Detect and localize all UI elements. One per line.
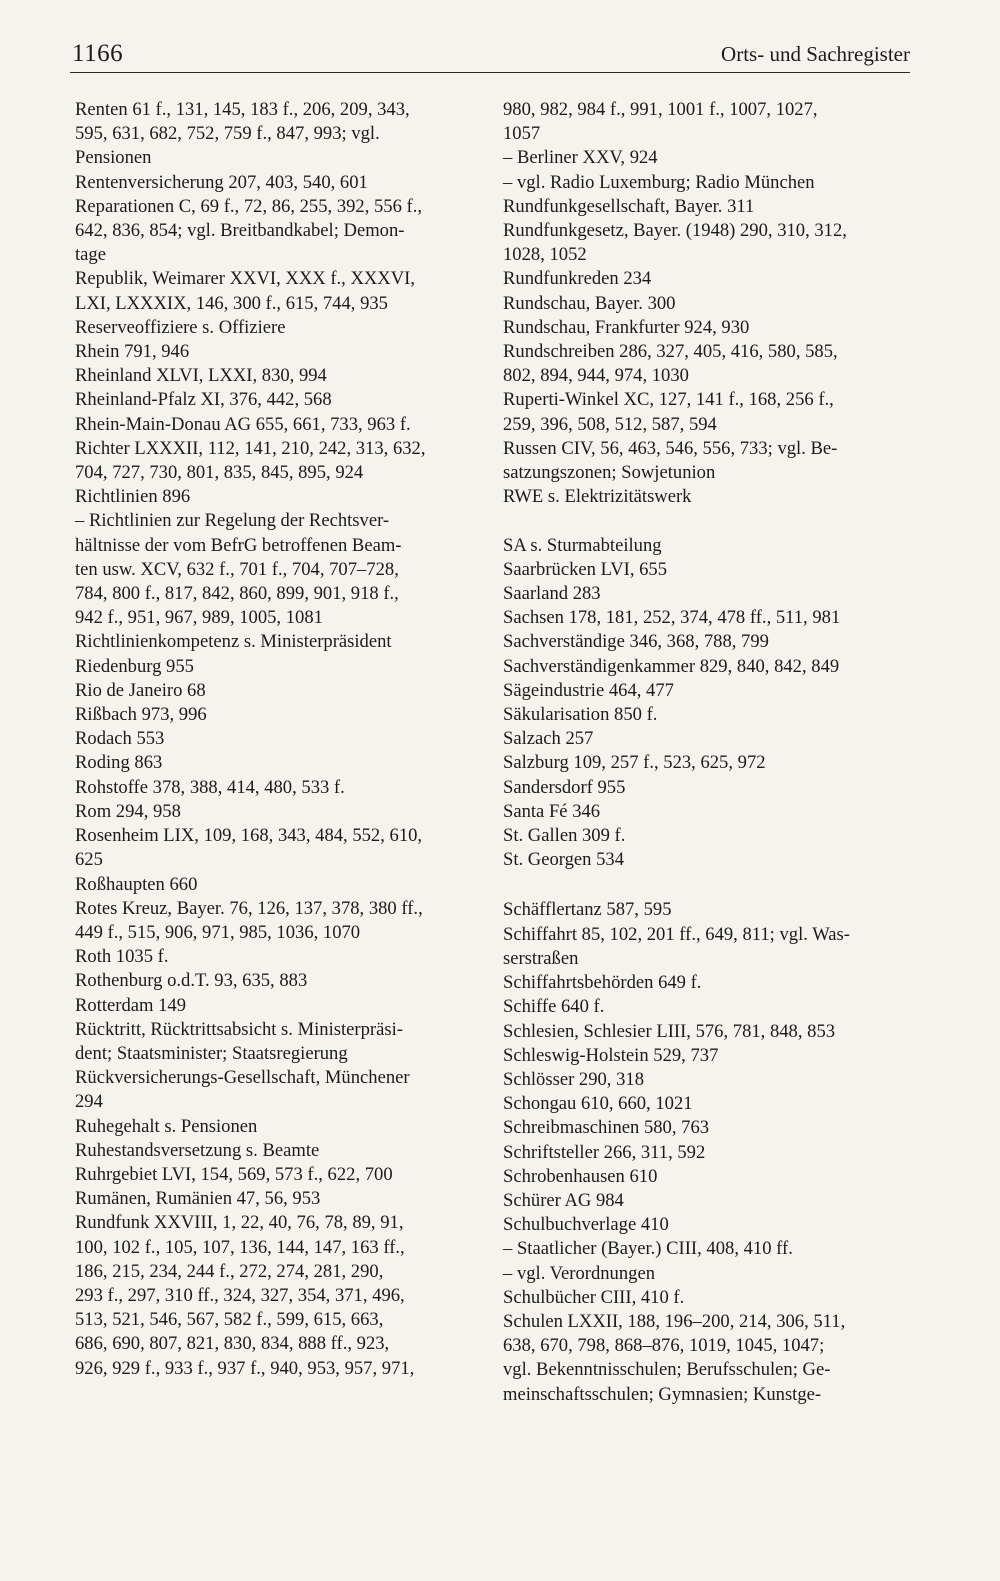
index-entry-line: 100, 102 f., 105, 107, 136, 144, 147, 163 ff., bbox=[75, 1236, 405, 1258]
index-entry-line: Republik, Weimarer XXVI, XXX f., XXXVI, bbox=[75, 268, 416, 290]
index-entry-line: tage bbox=[75, 244, 106, 266]
index-entry-line: Schiffe 640 f. bbox=[503, 996, 605, 1018]
index-entry-line: RWE s. Elektrizitätswerk bbox=[503, 486, 692, 508]
index-entry bbox=[503, 437, 913, 485]
index-entry-line: Salzburg 109, 257 f., 523, 625, 972 bbox=[503, 752, 766, 774]
index-entry bbox=[75, 994, 480, 1018]
index-entry bbox=[75, 388, 480, 412]
index-entry bbox=[75, 897, 480, 945]
index-entry-line: Schulbücher CIII, 410 f. bbox=[503, 1286, 685, 1308]
index-entry-line: 686, 690, 807, 821, 830, 834, 888 ff., 923, bbox=[75, 1333, 390, 1355]
index-entry bbox=[503, 1165, 913, 1189]
index-entry bbox=[75, 316, 480, 340]
index-entry-line: Santa Fé 346 bbox=[503, 800, 601, 822]
index-entry-line: Rundfunk XXVIII, 1, 22, 40, 76, 78, 89, 91, bbox=[75, 1212, 404, 1234]
index-entry-line: Rheinland-Pfalz XI, 376, 442, 568 bbox=[75, 389, 332, 411]
index-entry bbox=[75, 824, 480, 872]
index-entry bbox=[503, 703, 913, 727]
index-entry bbox=[503, 534, 913, 558]
index-entry-line: Schulbuchverlage 410 bbox=[503, 1214, 669, 1236]
index-entry bbox=[75, 1163, 480, 1187]
page-number: 1166 bbox=[72, 40, 124, 67]
index-entry-line: 1028, 1052 bbox=[503, 244, 587, 266]
index-entry bbox=[503, 630, 913, 654]
page-header bbox=[70, 34, 910, 74]
index-entry bbox=[75, 776, 480, 800]
index-entry-line: SA s. Sturmabteilung bbox=[503, 534, 662, 556]
index-entry-line: Schriftsteller 266, 311, 592 bbox=[503, 1141, 706, 1163]
index-entry-line: Rentenversicherung 207, 403, 540, 601 bbox=[75, 171, 368, 193]
index-entry bbox=[503, 219, 913, 267]
index-entry bbox=[503, 727, 913, 751]
index-entry bbox=[75, 98, 480, 171]
index-entry bbox=[75, 1211, 480, 1380]
index-entry bbox=[503, 776, 913, 800]
index-entry-line: 1057 bbox=[503, 123, 541, 145]
index-entry bbox=[503, 267, 913, 291]
index-entry-line: Rothenburg o.d.T. 93, 635, 883 bbox=[75, 970, 308, 992]
index-column-left bbox=[75, 98, 480, 1381]
index-entry-line: Rhein 791, 946 bbox=[75, 341, 190, 363]
index-entry-line: Schürer AG 984 bbox=[503, 1189, 624, 1211]
index-entry bbox=[503, 848, 913, 872]
index-entry bbox=[75, 1066, 480, 1114]
index-entry-line: Rosenheim LIX, 109, 168, 343, 484, 552, 610, bbox=[75, 825, 423, 847]
index-entry-line: Rodach 553 bbox=[75, 728, 165, 750]
index-entry bbox=[75, 485, 480, 509]
index-entry-line: Rundfunkgesetz, Bayer. (1948) 290, 310, 312, bbox=[503, 220, 847, 242]
index-entry bbox=[75, 679, 480, 703]
index-entry-line: Russen CIV, 56, 463, 546, 556, 733; vgl. Be- bbox=[503, 437, 838, 459]
index-entry-line: Schleswig-Holstein 529, 737 bbox=[503, 1044, 719, 1066]
index-entry-line: 625 bbox=[75, 849, 103, 871]
index-entry-line: 186, 215, 234, 244 f., 272, 274, 281, 290, bbox=[75, 1260, 384, 1282]
index-entry-line: Schiffahrt 85, 102, 201 ff., 649, 811; vgl. Was- bbox=[503, 923, 850, 945]
index-entry-line: Reserveoffiziere s. Offiziere bbox=[75, 316, 286, 338]
index-entry-line: 784, 800 f., 817, 842, 860, 899, 901, 918 f., bbox=[75, 583, 399, 605]
index-entry bbox=[75, 1187, 480, 1211]
index-entry-line: Rundschau, Frankfurter 924, 930 bbox=[503, 316, 750, 338]
index-entry-line: Schiffahrtsbehörden 649 f. bbox=[503, 972, 702, 994]
index-entry-line: Rotes Kreuz, Bayer. 76, 126, 137, 378, 380 ff., bbox=[75, 897, 423, 919]
index-entry-line: Säkularisation 850 f. bbox=[503, 704, 658, 726]
index-entry bbox=[503, 971, 913, 995]
index-entry-line: LXI, LXXXIX, 146, 300 f., 615, 744, 935 bbox=[75, 292, 388, 314]
header-rule bbox=[70, 72, 910, 73]
index-entry-line: Rom 294, 958 bbox=[75, 800, 181, 822]
index-entry-line: Schlösser 290, 318 bbox=[503, 1068, 644, 1090]
letter-gap bbox=[503, 509, 913, 533]
index-entry bbox=[503, 1020, 913, 1044]
index-entry-line: 926, 929 f., 933 f., 937 f., 940, 953, 957, 971, bbox=[75, 1357, 415, 1379]
index-entry bbox=[503, 1310, 913, 1407]
index-entry bbox=[503, 582, 913, 606]
index-entry-line: Rumänen, Rumänien 47, 56, 953 bbox=[75, 1188, 321, 1210]
index-entry-line: 638, 670, 798, 868–876, 1019, 1045, 1047; bbox=[503, 1335, 825, 1357]
index-entry bbox=[75, 969, 480, 993]
index-entry bbox=[75, 364, 480, 388]
index-entry-line: St. Georgen 534 bbox=[503, 849, 625, 871]
index-entry bbox=[75, 340, 480, 364]
index-entry-line: serstraßen bbox=[503, 947, 579, 969]
index-entry-line: vgl. Bekenntnisschulen; Berufsschulen; Ge- bbox=[503, 1359, 831, 1381]
index-entry-line: hältnisse der vom BefrG betroffenen Beam- bbox=[75, 534, 402, 556]
index-entry bbox=[503, 1237, 913, 1261]
index-entry-line: Roth 1035 f. bbox=[75, 946, 169, 968]
index-entry-line: Reparationen C, 69 f., 72, 86, 255, 392, 556 f., bbox=[75, 195, 423, 217]
index-entry-line: 704, 727, 730, 801, 835, 845, 895, 924 bbox=[75, 462, 364, 484]
index-entry bbox=[503, 1213, 913, 1237]
index-entry-line: Ruhestandsversetzung s. Beamte bbox=[75, 1139, 320, 1161]
index-entry-line: Richtlinienkompetenz s. Ministerpräsident bbox=[75, 631, 392, 653]
index-entry bbox=[75, 1115, 480, 1139]
index-entry-line: – Richtlinien zur Regelung der Rechtsver- bbox=[75, 510, 390, 532]
index-entry-line: Rundfunkgesellschaft, Bayer. 311 bbox=[503, 195, 755, 217]
index-entry-line: Richtlinien 896 bbox=[75, 486, 191, 508]
index-entry bbox=[75, 727, 480, 751]
index-entry bbox=[503, 824, 913, 848]
index-entry bbox=[503, 388, 913, 436]
index-entry-line: Saarbrücken LVI, 655 bbox=[503, 558, 668, 580]
index-entry-line: Rundfunkreden 234 bbox=[503, 268, 652, 290]
index-entry-line: Sachverständige 346, 368, 788, 799 bbox=[503, 631, 769, 653]
index-entry bbox=[75, 800, 480, 824]
index-entry bbox=[503, 1044, 913, 1068]
index-entry bbox=[75, 509, 480, 630]
index-column-right bbox=[503, 98, 913, 1407]
index-entry-line: Rißbach 973, 996 bbox=[75, 704, 207, 726]
index-entry-line: Salzach 257 bbox=[503, 728, 594, 750]
index-entry bbox=[503, 1189, 913, 1213]
index-entry bbox=[75, 703, 480, 727]
index-entry-line: Roßhaupten 660 bbox=[75, 873, 198, 895]
index-entry-line: Saarland 283 bbox=[503, 583, 601, 605]
index-entry bbox=[503, 195, 913, 219]
index-entry-line: St. Gallen 309 f. bbox=[503, 825, 626, 847]
index-entry-line: Ruperti-Winkel XC, 127, 141 f., 168, 256 f., bbox=[503, 389, 834, 411]
index-entry bbox=[503, 995, 913, 1019]
index-entry-line: Rückversicherungs-Gesellschaft, Münchener bbox=[75, 1067, 410, 1089]
index-entry bbox=[503, 898, 913, 922]
index-entry bbox=[75, 945, 480, 969]
index-entry-line: – vgl. Radio Luxemburg; Radio München bbox=[503, 171, 815, 193]
index-entry-line: Schlesien, Schlesier LIII, 576, 781, 848, 853 bbox=[503, 1020, 836, 1042]
index-entry-line: Schongau 610, 660, 1021 bbox=[503, 1093, 693, 1115]
index-entry bbox=[503, 316, 913, 340]
index-entry bbox=[75, 413, 480, 437]
index-entry-line: Rio de Janeiro 68 bbox=[75, 679, 206, 701]
index-entry-line: Rücktritt, Rücktrittsabsicht s. Ministerpräsi- bbox=[75, 1018, 403, 1040]
index-entry-line: – Staatlicher (Bayer.) CIII, 408, 410 ff. bbox=[503, 1238, 793, 1260]
index-entry bbox=[75, 655, 480, 679]
index-entry-line: Sägeindustrie 464, 477 bbox=[503, 679, 674, 701]
index-entry bbox=[503, 1116, 913, 1140]
index-entry-line: 595, 631, 682, 752, 759 f., 847, 993; vgl. bbox=[75, 123, 380, 145]
index-entry bbox=[75, 1139, 480, 1163]
index-entry bbox=[75, 267, 480, 315]
index-entry-line: ten usw. XCV, 632 f., 701 f., 704, 707–728, bbox=[75, 558, 399, 580]
index-entry-line: Ruhrgebiet LVI, 154, 569, 573 f., 622, 700 bbox=[75, 1163, 393, 1185]
index-entry bbox=[503, 1141, 913, 1165]
index-entry-line: Rhein-Main-Donau AG 655, 661, 733, 963 f. bbox=[75, 413, 411, 435]
index-entry-line: Schäfflertanz 587, 595 bbox=[503, 899, 672, 921]
index-entry bbox=[75, 171, 480, 195]
index-entry bbox=[503, 146, 913, 170]
index-entry-line: Roding 863 bbox=[75, 752, 163, 774]
index-entry-line: Ruhegehalt s. Pensionen bbox=[75, 1115, 258, 1137]
index-entry-line: 293 f., 297, 310 ff., 324, 327, 354, 371, 496, bbox=[75, 1284, 405, 1306]
index-entry-line: dent; Staatsminister; Staatsregierung bbox=[75, 1042, 348, 1064]
index-entry bbox=[503, 1092, 913, 1116]
index-entry-line: Schulen LXXII, 188, 196–200, 214, 306, 511, bbox=[503, 1310, 846, 1332]
index-entry bbox=[503, 1286, 913, 1310]
index-entry-line: 294 bbox=[75, 1091, 103, 1113]
index-entry-line: – Berliner XXV, 924 bbox=[503, 147, 658, 169]
running-title: Orts- und Sachregister bbox=[721, 42, 910, 66]
index-entry-line: meinschaftsschulen; Gymnasien; Kunstge- bbox=[503, 1383, 822, 1405]
index-entry bbox=[503, 800, 913, 824]
index-entry-line: 259, 396, 508, 512, 587, 594 bbox=[503, 413, 717, 435]
index-entry-line: 513, 521, 546, 567, 582 f., 599, 615, 663, bbox=[75, 1309, 384, 1331]
index-entry-line: 942 f., 951, 967, 989, 1005, 1081 bbox=[75, 607, 323, 629]
index-entry-line: Rotterdam 149 bbox=[75, 994, 187, 1016]
index-entry-line: Rheinland XLVI, LXXI, 830, 994 bbox=[75, 365, 327, 387]
index-entry-line: Pensionen bbox=[75, 147, 152, 169]
index-entry bbox=[503, 485, 913, 509]
index-entry bbox=[75, 437, 480, 485]
index-entry-line: 642, 836, 854; vgl. Breitbandkabel; Demon- bbox=[75, 220, 405, 242]
index-entry bbox=[503, 751, 913, 775]
index-entry-line: – vgl. Verordnungen bbox=[503, 1262, 655, 1284]
index-entry-line: Rundschau, Bayer. 300 bbox=[503, 292, 676, 314]
index-entry-line: Rundschreiben 286, 327, 405, 416, 580, 585, bbox=[503, 341, 838, 363]
index-entry bbox=[75, 873, 480, 897]
index-entry bbox=[503, 655, 913, 679]
index-entry bbox=[503, 1068, 913, 1092]
index-entry bbox=[503, 340, 913, 388]
index-entry-line: Schreibmaschinen 580, 763 bbox=[503, 1117, 710, 1139]
index-entry-line: Richter LXXXII, 112, 141, 210, 242, 313, 632, bbox=[75, 437, 426, 459]
index-entry bbox=[503, 558, 913, 582]
index-entry bbox=[503, 923, 913, 971]
index-entry bbox=[75, 1018, 480, 1066]
index-entry-line: satzungszonen; Sowjetunion bbox=[503, 462, 716, 484]
index-entry-line: Sachsen 178, 181, 252, 374, 478 ff., 511, 981 bbox=[503, 607, 841, 629]
index-entry bbox=[503, 171, 913, 195]
index-entry-line: Schrobenhausen 610 bbox=[503, 1165, 658, 1187]
index-entry-line: 449 f., 515, 906, 971, 985, 1036, 1070 bbox=[75, 921, 361, 943]
index-entry-line: Sachverständigenkammer 829, 840, 842, 849 bbox=[503, 655, 840, 677]
index-entry bbox=[503, 98, 913, 146]
index-entry bbox=[75, 195, 480, 268]
letter-gap bbox=[503, 872, 913, 898]
index-entry bbox=[503, 679, 913, 703]
index-entry-line: 802, 894, 944, 974, 1030 bbox=[503, 365, 689, 387]
index-entry bbox=[503, 292, 913, 316]
index-entry-line: Riedenburg 955 bbox=[75, 655, 194, 677]
index-entry bbox=[503, 1262, 913, 1286]
index-entry-line: Rohstoffe 378, 388, 414, 480, 533 f. bbox=[75, 776, 345, 798]
index-entry bbox=[503, 606, 913, 630]
index-entry-line: 980, 982, 984 f., 991, 1001 f., 1007, 1027, bbox=[503, 99, 818, 120]
index-entry bbox=[75, 630, 480, 654]
index-entry-line: Sandersdorf 955 bbox=[503, 776, 626, 798]
index-entry bbox=[75, 751, 480, 775]
index-entry-line: Renten 61 f., 131, 145, 183 f., 206, 209, 343, bbox=[75, 99, 410, 120]
